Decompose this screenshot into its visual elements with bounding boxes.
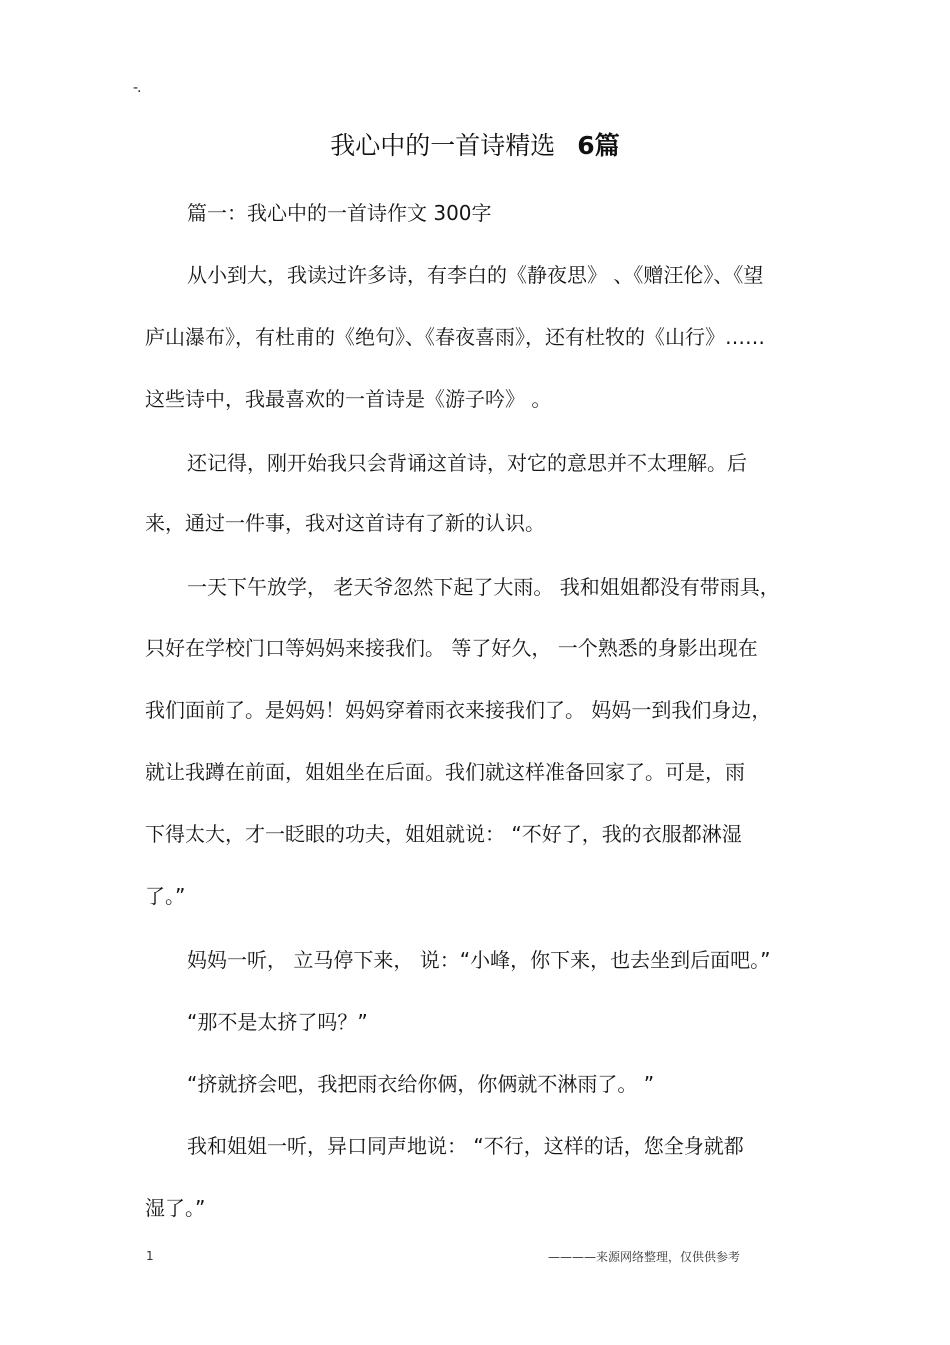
title-main: 我心中的一首诗精选 <box>330 131 556 160</box>
page-title <box>0 128 950 164</box>
source-note: ————来源网络整理，仅供供参考 <box>548 1250 741 1264</box>
text-line: 就让我蹲在前面，姐姐坐在后面。我们就这样准备回家了。可是，雨 <box>145 760 745 784</box>
text-line: 一天下午放学， 老天爷忽然下起了大雨。 我和姐姐都没有带雨具， <box>187 575 780 599</box>
text-line: 了。” <box>145 884 186 908</box>
text-line: 只好在学校门口等妈妈来接我们。 等了好久， 一个熟悉的身影出现在 <box>145 636 758 660</box>
text-line: 来，通过一件事，我对这首诗有了新的认识。 <box>145 511 545 535</box>
text-line: 妈妈一听， 立马停下来， 说：“小峰，你下来，也去坐到后面吧。” <box>187 948 771 972</box>
text-line: 这些诗中，我最喜欢的一首诗是《游子吟》 。 <box>145 387 552 411</box>
text-line: “那不是太挤了吗？” <box>187 1010 368 1034</box>
corner-mark: -. <box>133 80 141 96</box>
title-count: 6篇 <box>577 131 620 160</box>
text-line: 我和姐姐一听，异口同声地说： “不行，这样的话，您全身就都 <box>187 1134 744 1158</box>
text-line: 下得太大，才一眨眼的功夫，姐姐就说： “不好了，我的衣服都淋湿 <box>145 822 742 846</box>
text-line: 我们面前了。是妈妈！妈妈穿着雨衣来接我们了。 妈妈一到我们身边， <box>145 698 772 722</box>
text-line: “挤就挤会吧，我把雨衣给你俩，你俩就不淋雨了。 ” <box>187 1072 655 1096</box>
text-line: 从小到大，我读过许多诗，有李白的《静夜思》 、《赠汪伦》、《望 <box>187 263 764 287</box>
text-line: 还记得，刚开始我只会背诵这首诗，对它的意思并不太理解。后 <box>187 451 747 475</box>
text-line: 湿了。” <box>145 1196 206 1220</box>
text-line: 庐山瀑布》，有杜甫的《绝句》、《春夜喜雨》，还有杜牧的《山行》…… <box>145 325 765 349</box>
section-heading: 篇一：我心中的一首诗作文 300字 <box>187 201 492 225</box>
page-number: 1 <box>146 1249 154 1263</box>
